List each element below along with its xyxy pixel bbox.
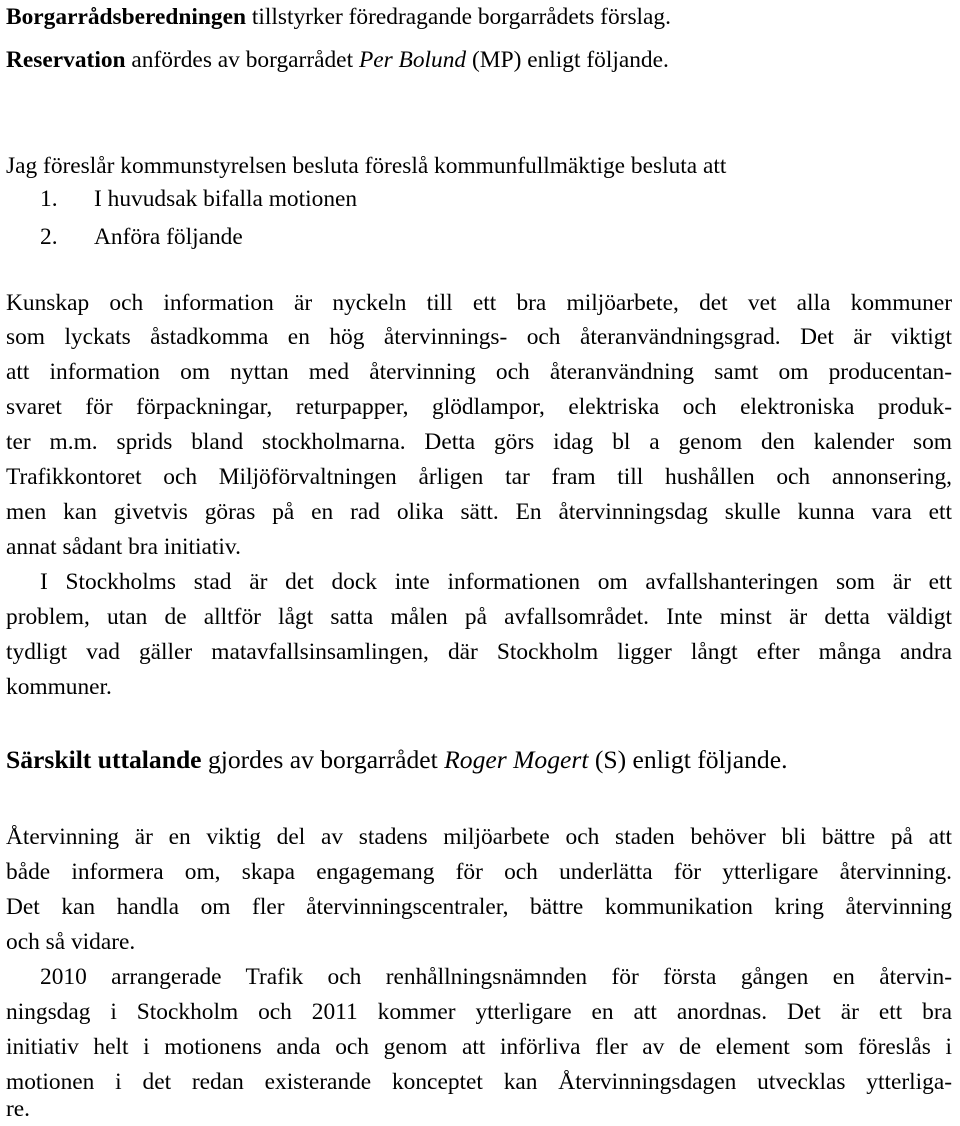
reservation-text-line: men kan givetvis göras på en rad olika sätt. En återvinningsdag skulle kunna vara ett	[6, 499, 952, 525]
reservation-text-line: svaret för förpackningar, returpapper, glödlampor, elektriska och elektroniska produk-	[6, 394, 952, 420]
statement-text-line: ningsdag i Stockholm och 2011 kommer ytterligare en att anordnas. Det är ett bra	[6, 999, 952, 1025]
reservation-pre: anfördes av borgarrådet	[131, 47, 354, 73]
reservation-text-line: Trafikkontoret och Miljöförvaltningen årligen tar fram till hushållen och annonsering,	[6, 464, 952, 490]
reservation-text-line: annat sådant bra initiativ.	[6, 534, 241, 560]
reservation-text-line: tydligt vad gäller matavfallsinsamlingen, där Stockholm ligger långt efter många andra	[6, 639, 952, 665]
reservation-text-line: som lyckats åstadkomma en hög återvinnings- och återanvändningsgrad. Det är viktigt	[6, 324, 952, 350]
statement-text-line: re.	[6, 1096, 31, 1122]
special-statement-pre: gjordes av borgarrådet	[207, 745, 438, 774]
decision-sentence	[6, 0, 671, 34]
reservation-bold-lead: Reservation	[6, 47, 126, 73]
reservation-text-line: ter m.m. sprids bland stockholmarna. Detta görs idag bl a genom den kalender som	[6, 429, 952, 455]
proposal-item-number: 1.	[40, 186, 58, 212]
special-statement-bold-lead: Särskilt uttalande	[6, 745, 202, 774]
decision-text: tillstyrker föredragande borgarrådets förslag.	[251, 4, 671, 30]
decision-bold-lead: Borgarrådsberedningen	[6, 4, 246, 30]
reservation-post: (MP) enligt följande.	[472, 47, 669, 73]
reservation-text-line: att information om nyttan med återvinning och återanvändning samt om producentan-	[6, 359, 952, 385]
statement-text-line: Det kan handla om fler återvinningscentraler, bättre kommunikation kring återvinning	[6, 894, 952, 920]
proposal-item	[40, 220, 243, 254]
reservation-text-line: Kunskap och information är nyckeln till ett bra miljöarbete, det vet alla kommuner	[6, 290, 952, 316]
reservation-name: Per Bolund	[358, 47, 467, 73]
statement-text-line: 2010 arrangerade Trafik och renhållningsnämnden för första gången en återvin-	[40, 964, 952, 990]
special-statement-name: Roger Mogert	[444, 745, 589, 774]
special-statement-heading	[6, 743, 787, 777]
statement-text-line: motionen i det redan existerande konceptet kan Återvinningsdagen utvecklas ytterliga-	[6, 1069, 952, 1095]
special-statement-post: (S) enligt följande.	[594, 745, 788, 774]
statement-text-line: Återvinning är en viktig del av stadens miljöarbete och staden behöver bli bättre på att	[6, 824, 952, 850]
reservation-text-line: I Stockholms stad är det dock inte informationen om avfallshanteringen som är ett	[40, 569, 952, 595]
proposal-item-text: Anföra följande	[94, 224, 243, 250]
reservation-text-line: problem, utan de alltför lågt satta målen på avfallsområdet. Inte minst är detta väldigt	[6, 604, 952, 630]
statement-text-line: och så vidare.	[6, 929, 136, 955]
reservation-text-line: kommuner.	[6, 674, 112, 700]
proposal-item-text: I huvudsak bifalla motionen	[94, 186, 358, 212]
statement-text-line: initiativ helt i motionens anda och genom att införliva fler av de element som föreslås i	[6, 1034, 952, 1060]
proposal-item	[40, 182, 357, 216]
proposal-item-number: 2.	[40, 224, 58, 250]
reservation-heading	[6, 43, 669, 77]
proposal-intro: Jag föreslår kommunstyrelsen besluta föreslå kommunfullmäktige besluta att	[6, 153, 727, 179]
statement-text-line: både informera om, skapa engagemang för och underlätta för ytterligare återvinning.	[6, 859, 952, 885]
